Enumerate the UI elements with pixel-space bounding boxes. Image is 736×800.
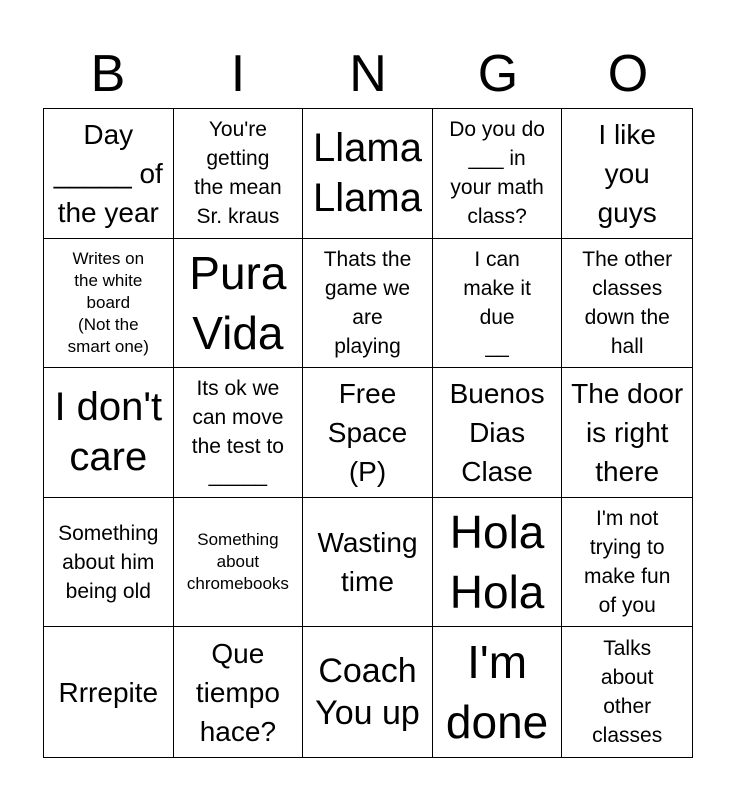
cell-text: Writes on the white board (Not the smart one) [67,248,149,356]
bingo-cell[interactable] [303,627,433,757]
cell-text: Hola Hola [449,506,545,619]
cell-text: The other classes down the hall [582,247,673,358]
header-letter-b: B [90,45,126,103]
bingo-cell[interactable] [44,368,174,498]
bingo-cell[interactable] [562,368,692,498]
bingo-cell[interactable] [433,627,563,757]
bingo-header [43,40,693,108]
bingo-cell[interactable] [303,498,433,628]
bingo-cell[interactable] [303,239,433,369]
cell-text: I don't care [54,385,163,480]
cell-text: Que tiempo hace? [195,637,280,747]
bingo-cell[interactable] [174,627,304,757]
bingo-cell[interactable] [562,239,692,369]
bingo-cell[interactable] [174,239,304,369]
cell-text: Do you do ___ in your math class? [449,118,545,229]
cell-text: I'm not trying to make fun of you [584,507,671,618]
cell-text: I'm done [445,636,549,749]
bingo-cell[interactable] [562,109,692,239]
bingo-cell[interactable] [303,109,433,239]
cell-text: Coach You up [315,652,420,733]
cell-text: Something about him being old [58,521,159,603]
cell-text: The door is right there [571,377,684,487]
cell-text: Pura Vida [189,246,287,359]
header-letter-n: N [349,45,387,103]
bingo-cell[interactable] [433,109,563,239]
cell-text: Thats the game we are playing [323,247,412,358]
header-letter-o: O [607,45,649,103]
bingo-cell[interactable] [174,109,304,239]
cell-text: Its ok we can move the test to _____ [191,377,284,488]
cell-text: Rrrepite [58,676,159,708]
cell-text: Llama Llama [313,126,422,221]
cell-text: Free Space (P) [327,377,408,487]
cell-text: Wasting time [317,527,418,598]
bingo-cell[interactable] [433,368,563,498]
bingo-cell[interactable] [174,498,304,628]
cell-text: I can make it due __ [463,247,531,358]
bingo-cell[interactable] [562,498,692,628]
cell-text: Buenos Dias Clase [449,377,545,487]
cell-text: You're getting the mean Sr. kraus [194,118,282,229]
cell-text: Day _____ of the year [53,118,163,228]
free-space-cell[interactable] [303,368,433,498]
cell-text: Talks about other classes [592,637,663,748]
bingo-cell[interactable] [562,627,692,757]
bingo-board [43,108,693,758]
cell-text: I like you guys [597,118,657,228]
bingo-cell[interactable] [44,239,174,369]
bingo-cell[interactable] [433,498,563,628]
bingo-cell[interactable] [44,627,174,757]
bingo-cell[interactable] [44,498,174,628]
bingo-cell[interactable] [174,368,304,498]
cell-text: Something about chromebooks [186,530,289,594]
header-letter-g: G [477,45,519,103]
header-letter-i: I [230,45,246,103]
bingo-cell[interactable] [44,109,174,239]
bingo-cell[interactable] [433,239,563,369]
